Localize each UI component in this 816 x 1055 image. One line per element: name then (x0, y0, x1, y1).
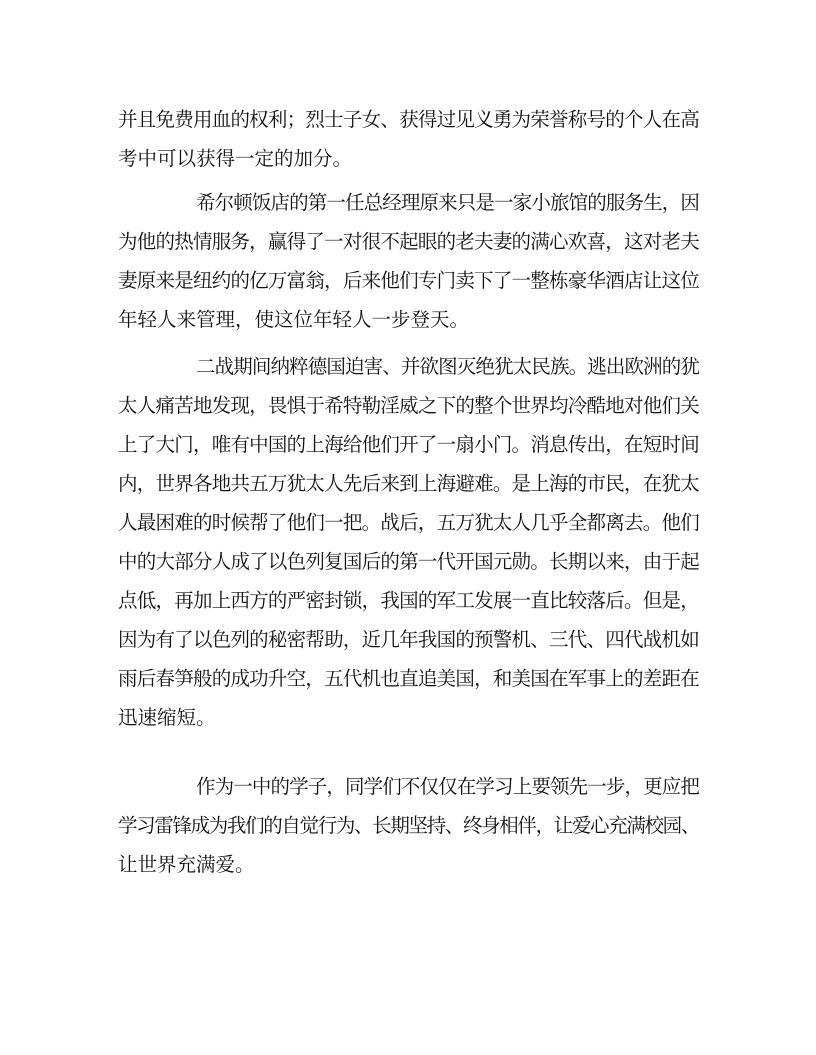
p3-line-7: 点低，再加上西方的严密封锁，我国的军工发展一直比较落后。但是， (118, 589, 699, 612)
p3-line-6: 中的大部分人成了以色列复国后的第一代开国元勋。长期以来，由于起 (118, 550, 699, 573)
p2-line-4: 年轻人来管理，使这位年轻人一步登天。 (118, 308, 470, 331)
p2-line-3: 妻原来是纽约的亿万富翁，后来他们专门卖下了一整栋豪华酒店让这位 (118, 269, 699, 292)
p3-line-9: 雨后春笋般的成功升空，五代机也直追美国，和美国在军事上的差距在 (118, 667, 699, 690)
p4-line-1: 作为一中的学子，同学们不仅仅在学习上要领先一步，更应把 (196, 775, 699, 798)
p3-line-4: 内，世界各地共五万犹太人先后来到上海避难。是上海的市民，在犹太 (118, 472, 699, 495)
p2-line-1: 希尔顿饭店的第一任总经理原来只是一家小旅馆的服务生，因 (196, 191, 699, 214)
p3-line-8: 因为有了以色列的秘密帮助，近几年我国的预警机、三代、四代战机如 (118, 628, 699, 651)
p3-line-3: 上了大门，唯有中国的上海给他们开了一扇小门。消息传出，在短时间 (118, 433, 699, 456)
p3-line-10: 迅速缩短。 (118, 706, 216, 729)
p3-line-1: 二战期间纳粹德国迫害、并欲图灭绝犹太民族。逃出欧洲的犹 (196, 355, 699, 378)
p4-line-3: 让世界充满爱。 (118, 853, 255, 876)
p1-line-2: 考中可以获得一定的加分。 (118, 147, 353, 170)
p2-line-2: 为他的热情服务，赢得了一对很不起眼的老夫妻的满心欢喜，这对老夫 (118, 230, 699, 253)
p4-line-2: 学习雷锋成为我们的自觉行为、长期坚持、终身相伴，让爱心充满校园、 (118, 814, 699, 837)
p3-line-5: 人最困难的时候帮了他们一把。战后，五万犹太人几乎全都离去。他们 (118, 511, 699, 534)
p3-line-2: 太人痛苦地发现，畏惧于希特勒淫威之下的整个世界均冷酷地对他们关 (118, 394, 699, 417)
p1-line-1: 并且免费用血的权利；烈士子女、获得过见义勇为荣誉称号的个人在高 (118, 108, 699, 131)
